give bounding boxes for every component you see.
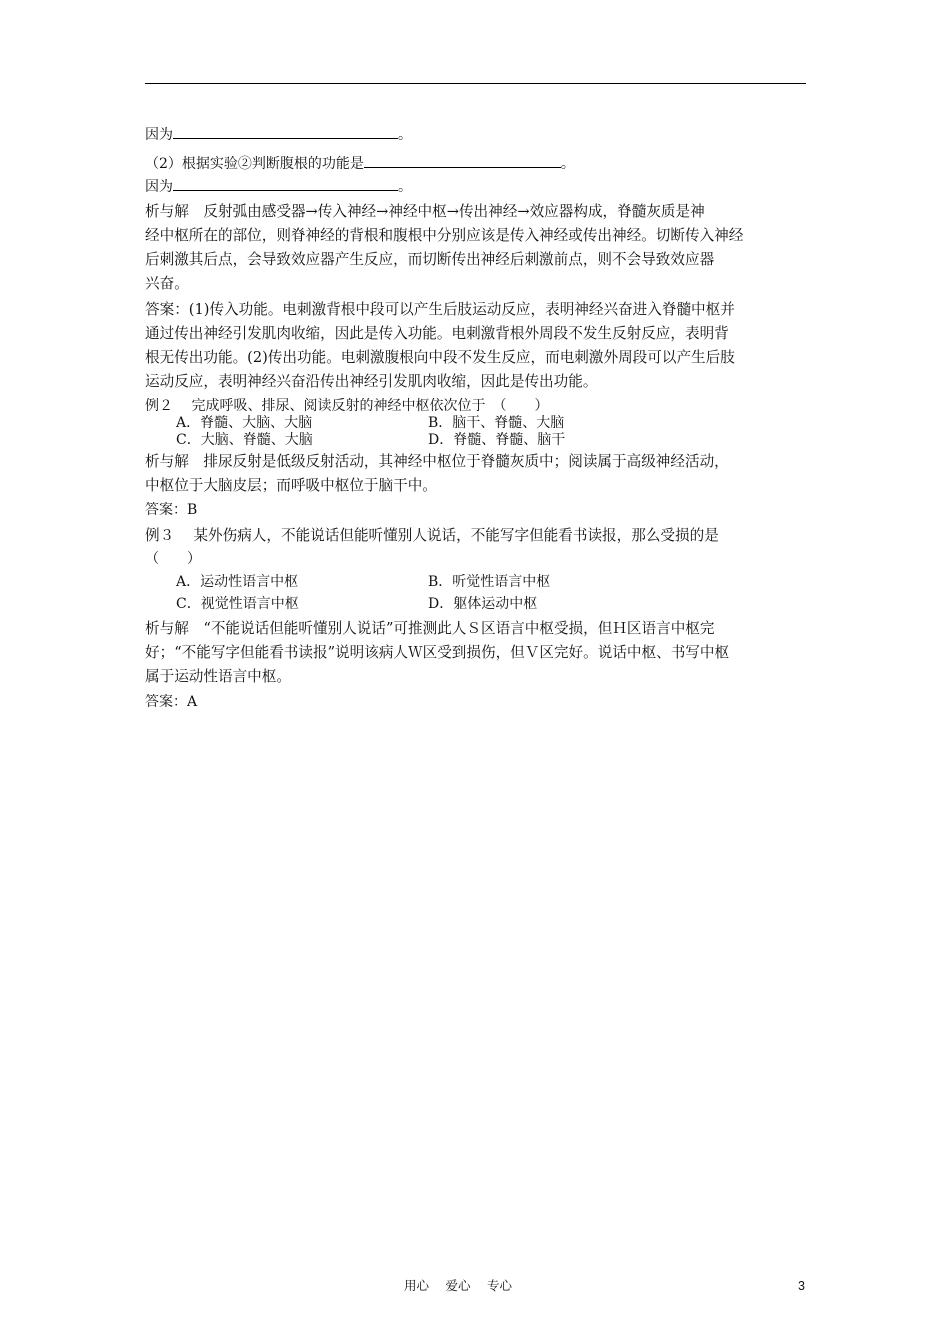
answer-line: 运动反应，表明神经兴奋沿传出神经引发肌肉收缩，因此是传出功能。 bbox=[145, 373, 598, 390]
answer-blank[interactable] bbox=[173, 178, 398, 191]
option-b: B．听觉性语言中枢 bbox=[428, 574, 551, 590]
q1-because-line: 因为 。 bbox=[145, 127, 412, 143]
option-d: D．脊髓、脊髓、脑干 bbox=[428, 432, 566, 448]
analysis-line: 析与解 排尿反射是低级反射活动，其神经中枢位于脊髓灰质中；阅读属于高级神经活动， bbox=[145, 453, 729, 470]
answer-blank[interactable] bbox=[364, 155, 561, 168]
answer-blank[interactable] bbox=[173, 126, 398, 139]
analysis-line: 好；“不能写字但能看书读报”说明该病人Ｗ区受到损伤，但Ｖ区完好。说话中枢、书写中枢 bbox=[145, 644, 730, 661]
example3-question: 例３ 某外伤病人，不能说话但能听懂别人说话，不能写字但能看书读报，那么受损的是 bbox=[145, 527, 719, 544]
header-rule bbox=[145, 83, 806, 84]
analysis-line: 兴奋。 bbox=[145, 275, 189, 292]
footer-motto: 用心 爱心 专心 bbox=[404, 1278, 512, 1293]
option-c: C．视觉性语言中枢 bbox=[176, 596, 299, 612]
example3-answer: 答案：A bbox=[145, 694, 198, 710]
analysis-line: 中枢位于大脑皮层；而呼吸中枢位于脑干中。 bbox=[145, 477, 437, 494]
example2-question: 例２ 完成呼吸、排尿、阅读反射的神经中枢依次位于 （ ） bbox=[145, 398, 549, 414]
q2-line: （2）根据实验②判断腹根的功能是 。 bbox=[145, 156, 575, 172]
analysis-line: 经中枢所在的部位，则脊神经的背根和腹根中分别应该是传入神经或传出神经。切断传入神经 bbox=[145, 227, 744, 244]
example3-question-blank: （ ） bbox=[145, 551, 201, 567]
page-number: 3 bbox=[798, 1279, 805, 1293]
analysis-line: 后刺激其后点，会导致效应器产生反应，而切断传出神经后刺激前点，则不会导致效应器 bbox=[145, 251, 715, 268]
option-b: B．脑干、脊髓、大脑 bbox=[428, 415, 565, 431]
q2-because-line: 因为 。 bbox=[145, 179, 412, 195]
answer-line: 答案：(1)传入功能。电刺激背根中段可以产生后肢运动反应，表明神经兴奋进入脊髓中枢并 bbox=[145, 301, 735, 318]
option-d: D．躯体运动中枢 bbox=[428, 596, 538, 612]
example2-answer: 答案：B bbox=[145, 502, 198, 518]
option-a: A．脊髓、大脑、大脑 bbox=[176, 415, 313, 431]
analysis-line: 析与解 “不能说话但能听懂别人说话”可推测此人Ｓ区语言中枢受损，但Ｈ区语言中枢完 bbox=[145, 620, 715, 637]
answer-line: 根无传出功能。(2)传出功能。电刺激腹根向中段不发生反应，而电刺激外周段可以产生后肢 bbox=[145, 349, 735, 366]
option-a: A．运动性语言中枢 bbox=[176, 574, 299, 590]
option-c: C．大脑、脊髓、大脑 bbox=[176, 432, 313, 448]
analysis-line: 析与解 反射弧由感受器→传入神经→神经中枢→传出神经→效应器构成，脊髓灰质是神 bbox=[145, 203, 705, 220]
analysis-line: 属于运动性语言中枢。 bbox=[145, 668, 291, 685]
answer-line: 通过传出神经引发肌肉收缩，因此是传入功能。电刺激背根外周段不发生反射反应，表明背 bbox=[145, 325, 729, 342]
